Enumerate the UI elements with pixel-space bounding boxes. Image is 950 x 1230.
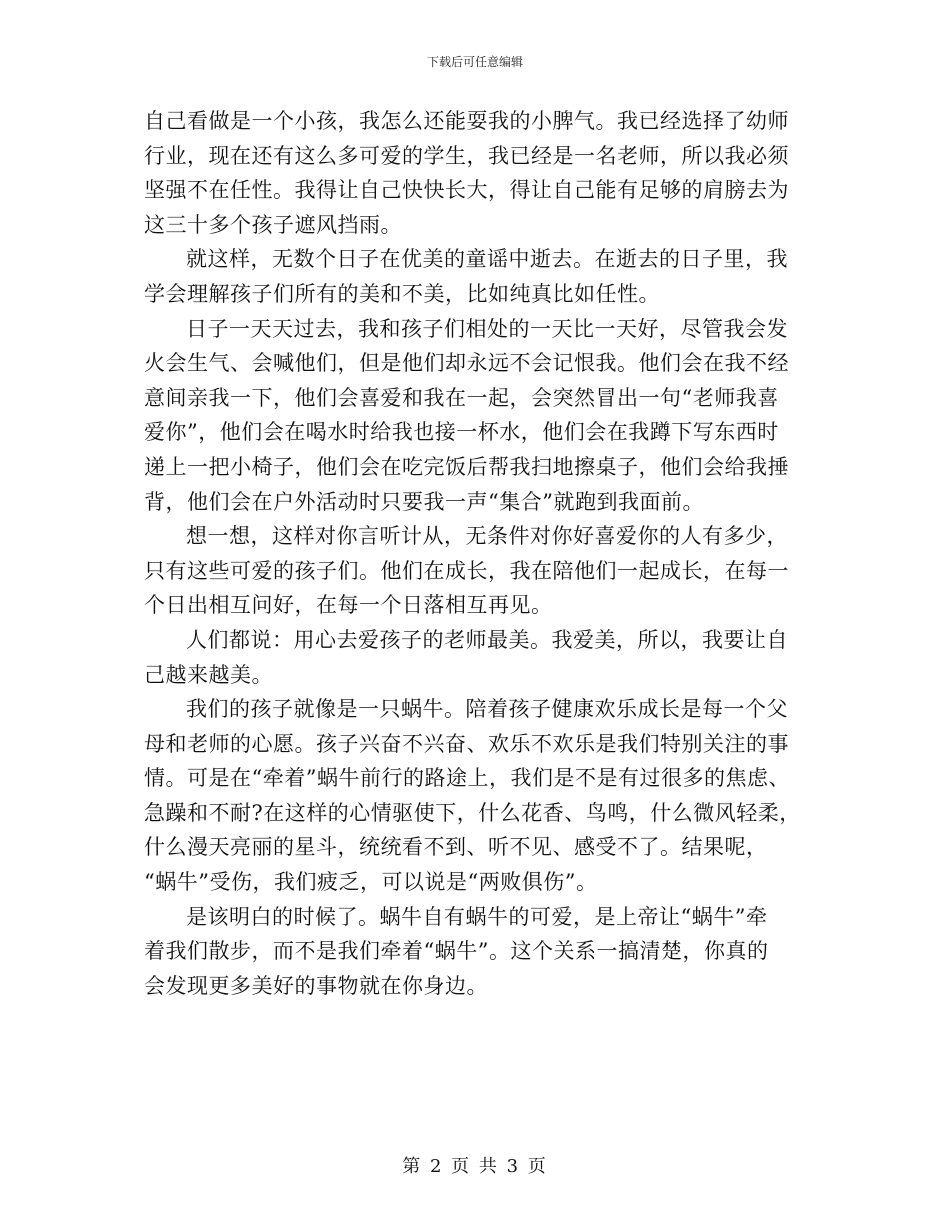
text-line: 个日出相互问好，在每一个日落相互再见。 bbox=[144, 593, 553, 618]
text-line: 意间亲我一下，他们会喜爱和我在一起，会突然冒出一句“老师我喜 bbox=[144, 385, 779, 410]
text-line: 己越来越美。 bbox=[144, 662, 273, 687]
text-line: 情。可是在“牵着”蜗牛前行的路途上，我们是不是有过很多的焦虑、 bbox=[144, 766, 790, 791]
text-line: 只有这些可爱的孩子们。他们在成长，我在陪他们一起成长，在每一 bbox=[144, 558, 789, 583]
text-line: 火会生气、会喊他们，但是他们却永远不会记恨我。他们会在我不经 bbox=[144, 351, 789, 376]
text-line: 坚强不在任性。我得让自己快快长大，得让自己能有足够的肩膀去为 bbox=[144, 178, 789, 203]
text-line: 行业，现在还有这么多可爱的学生，我已经是一名老师，所以我必须 bbox=[144, 143, 789, 168]
text-line: 急躁和不耐?在这样的心情驱使下，什么花香、鸟鸣，什么微风轻柔， bbox=[144, 800, 801, 825]
text-line: 人们都说：用心去爱孩子的老师最美。我爱美，所以，我要让自 bbox=[186, 627, 788, 652]
page-footer: 第 2 页 共 3 页 bbox=[402, 1156, 548, 1177]
document-body bbox=[144, 104, 806, 1003]
text-line: 着我们散步，而不是我们牵着“蜗牛”。这个关系一搞清楚，你真的 bbox=[144, 939, 769, 964]
text-line: “蜗牛”受伤，我们疲乏，可以说是“两败俱伤”。 bbox=[144, 870, 598, 895]
text-line: 爱你”，他们会在喝水时给我也接一杯水，他们会在我蹲下写东西时 bbox=[144, 420, 779, 445]
text-line: 就这样，无数个日子在优美的童谣中逝去。在逝去的日子里，我 bbox=[186, 247, 788, 272]
text-line: 递上一把小椅子，他们会在吃完饭后帮我扫地擦桌子，他们会给我捶 bbox=[144, 454, 789, 479]
paragraph bbox=[144, 623, 806, 692]
paragraph bbox=[144, 519, 806, 623]
text-line: 会发现更多美好的事物就在你身边。 bbox=[144, 973, 488, 998]
paragraph bbox=[144, 312, 806, 520]
text-line: 学会理解孩子们所有的美和不美，比如纯真比如任性。 bbox=[144, 281, 660, 306]
text-line: 什么漫天亮丽的星斗，统统看不到、听不见、感受不了。结果呢， bbox=[144, 835, 768, 860]
text-line: 自己看做是一个小孩，我怎么还能耍我的小脾气。我已经选择了幼师 bbox=[144, 109, 789, 133]
paragraph bbox=[144, 900, 806, 1004]
text-line: 是该明白的时候了。蜗牛自有蜗牛的可爱，是上帝让“蜗牛”牵 bbox=[186, 904, 768, 929]
text-line: 我们的孩子就像是一只蜗牛。陪着孩子健康欢乐成长是每一个父 bbox=[186, 697, 788, 722]
paragraph bbox=[144, 104, 806, 242]
text-line: 想一想，这样对你言听计从，无条件对你好喜爱你的人有多少， bbox=[186, 524, 788, 549]
paragraph bbox=[144, 692, 806, 900]
text-line: 母和老师的心愿。孩子兴奋不兴奋、欢乐不欢乐是我们特别关注的事 bbox=[144, 731, 789, 756]
text-line: 这三十多个孩子遮风挡雨。 bbox=[144, 212, 402, 237]
text-line: 日子一天天过去，我和孩子们相处的一天比一天好，尽管我会发 bbox=[186, 316, 788, 341]
text-line: 背，他们会在户外活动时只要我一声“集合”就跑到我面前。 bbox=[144, 489, 704, 514]
paragraph bbox=[144, 242, 806, 311]
page-header: 下载后可任意编辑 bbox=[426, 55, 523, 69]
